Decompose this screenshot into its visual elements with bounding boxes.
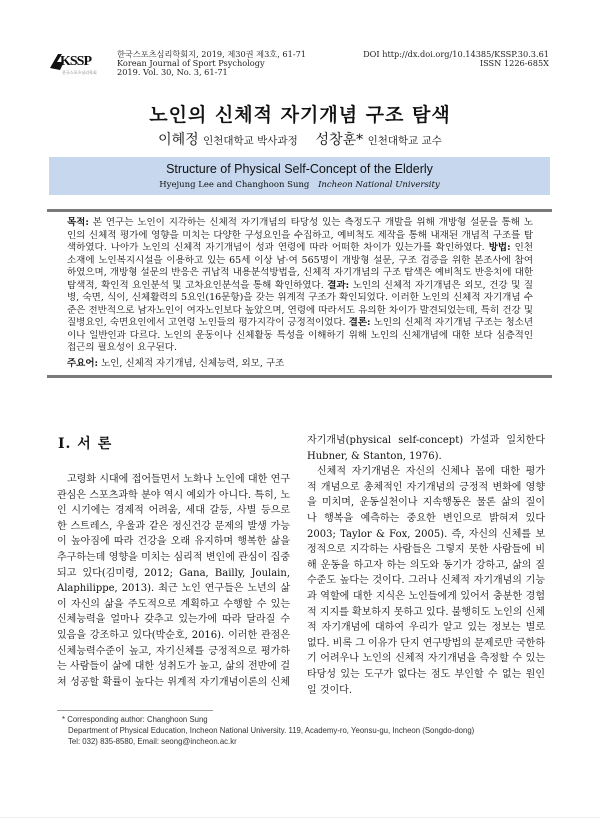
doi[interactable]: DOI http://dx.doi.org/10.14385/KSSP.30.3.61 [363,49,549,59]
abstract-top-rule [47,209,552,212]
text-segment: 색하였다. 나아가 노인의 신체적 자기개념이 성과 연령에 따라 어떠한 차이가 있는가를 확인하였다. [67,242,489,253]
text-line [57,503,290,519]
text-segment: 병, 숙면, 식이, 신체활력의 5요인(16문항)을 갖는 위계적 구조가 확인되었다. 이러한 노인의 신체적 자기개념 수 [67,292,533,303]
text-segment: 수준도 높다는 것이다. 그러나 신체적 자기개념의 기능 [307,575,545,587]
text-line [67,242,533,255]
text-segment: 적 자기개념에 대하여 우리가 알고 있는 정보는 별로 [307,622,545,634]
body-left-column [57,472,290,690]
text-line [67,280,533,293]
text-line [67,342,533,355]
footnote-line: Tel: 032) 835-8580, Email: seong@incheon.ac.kr [68,736,237,746]
text-line [67,305,533,318]
text-segment: 한 스트레스, 우울과 같은 정신건강 문제의 발생 가능 [57,520,290,532]
abstract-section-label: 목적: [67,217,89,228]
text-segment: 신체적 자기개념은 자신의 신체나 몸에 대한 평가 [317,466,545,478]
text-segment: 신체능력수준이 높고, 자기신체를 긍정적으로 평가하 [57,645,290,657]
text-segment: 고령화 시대에 접어들면서 노화나 노인에 대한 연구 [67,474,290,485]
keywords-label: 주요어: [67,358,99,369]
journal-line: Korean Journal of Sport Psychology [117,58,265,68]
text-line [57,550,290,566]
text-segment: 이나 일반인과 다르다. 노인의 운동이나 신체활동 특성을 이해하기 위해 노인의 신체개념에 대한 보다 심층적인 [67,329,533,341]
author-affiliation: 인천대학교 교수 [367,135,442,147]
doi-issn [363,50,549,68]
text-segment: 이 높아짐에 따라 건강을 오래 유지하며 행복한 삶을 [57,536,290,548]
text-line [67,292,533,305]
text-segment: 적 개념으로 총체적인 자기개념의 긍정적 변화에 영향 [307,481,545,493]
text-segment: 는 사람들이 삶에 대한 성취도가 높고, 삶의 전반에 걸 [57,661,290,673]
journal-line: 한국스포츠심리학회지, 2019, 제30권 제3호, 61-71 [117,49,307,59]
english-authors [49,180,550,190]
text-line [57,628,290,644]
text-line [67,330,533,343]
text-line [307,511,545,527]
abstract [67,217,533,355]
text-segment: 노인의 신체적 자기개념 구조는 청소년 [370,317,533,328]
text-segment: 접근의 필요성이 요구된다. [67,342,178,353]
text-segment: 하였으며, 개방형 설문의 반응은 귀납적 내용분석방법을, 신체적 자기개념의 구조 탐색은 예비척도 반응치에 대한 [67,267,533,278]
text-segment: 적 지지를 확보하지 못하고 있다. 불행히도 노인의 신체 [307,606,545,618]
text-line [307,651,545,667]
text-segment: 인의 신체적 평가에 영향을 미치는 다양한 구성요인을 수집하고, 예비척도 제작을 통해 내재된 개념적 구조를 탐 [67,229,533,241]
korean-authors [0,129,600,149]
text-segment: 일 것이다. [307,684,352,696]
text-segment: 쳐 성공할 확률이 높다는 위계적 자기개념이론의 신체 [57,676,290,688]
text-line [307,449,545,465]
text-segment: 되고 있다(김미령, 2012; Gana, Bailly, Joulain, [57,567,290,579]
text-line [307,495,545,511]
english-affiliation: Incheon National University [318,180,440,190]
text-line [67,317,533,330]
text-line [57,675,290,691]
text-segment: 인 시기에는 경제적 어려움, 세대 갈등, 사별 등으로 [57,505,290,517]
english-title-band [49,157,550,195]
abstract-bottom-rule [47,375,552,378]
english-title: Structure of Physical Self-Concept of the Elderly [166,162,433,176]
text-segment: 이 자신의 삶을 주도적으로 계획하고 수행할 수 있는 [57,598,290,610]
text-segment: 탐색적, 확인적 요인분석 및 고차요인분석을 통해 확인하였다. [67,279,328,291]
text-segment: 신체능력을 얼마나 갖추고 있는가에 따라 달라질 수 [57,614,290,626]
text-line [67,267,533,280]
text-line [307,636,545,652]
journal-line: 2019. Vol. 30, No. 3, 61-71 [117,67,228,77]
author-name: 이혜정 [158,132,199,148]
text-segment: 관심은 스포츠과학 분야 역시 예외가 아니다. 특히, 노 [57,489,290,501]
text-line [57,472,290,488]
text-segment: 과 역할에 대한 지식은 노인들에게 있어서 충분한 경험 [307,590,545,602]
text-line [57,597,290,613]
text-line [67,217,533,230]
text-line [307,542,545,558]
english-author-names: Hyejung Lee and Changhoon Sung [159,180,310,190]
text-segment: 준은 전반적으로 남자노인이 여자노인보다 높았으며, 연령에 따라서도 유의한 차이가 발견되었는데, 특히 건강 및 [67,304,533,316]
abstract-section-label: 결론: [348,317,371,328]
paper-title: 노인의 신체적 자기개념 구조 탐색 [149,104,451,126]
text-line [67,255,533,268]
author-name: 성창훈* [315,132,364,148]
text-segment: 나 행복을 예측하는 중요한 변인으로 밝혀져 있다 [307,512,545,524]
issn: ISSN 1226-685X [479,58,549,68]
svg-text:한국스포츠심리학회: 한국스포츠심리학회 [62,70,97,75]
footnote [62,715,474,747]
text-line [57,644,290,660]
text-line [57,581,290,597]
body-right-column [307,433,545,698]
text-line [307,667,545,683]
text-segment: 자기개념(physical self-concept) 가설과 일치한다 [307,435,545,446]
section-heading: Ⅰ. 서 론 [58,436,113,452]
text-segment: 타당성 있는 도구가 없다는 점도 부인할 수 없는 원인 [307,668,545,680]
text-line [307,464,545,480]
text-segment: 있음을 강조하고 있다(박순호, 2016). 이러한 관점은 [57,629,290,641]
text-line [57,659,290,675]
svg-text:KSSP: KSSP [60,54,92,69]
text-line [307,558,545,574]
text-line [57,534,290,550]
page-edge [0,817,600,818]
text-segment: 해 운동을 하고자 하는 의도와 동기가 강하고, 삶의 질 [307,559,545,571]
text-line [307,605,545,621]
text-segment: Hubner, & Stanton, 1976). [307,450,442,462]
text-line [307,433,545,449]
text-segment: 노인의 신체적 자기개념은 외모, 건강 및 질 [349,279,533,291]
footnote-line: * Corresponding author: Changhoon Sung [62,715,208,724]
text-line [57,488,290,504]
text-segment: 소재에 노인복지시설을 이용하고 있는 65세 이상 남·여 565명이 개방형 설문, 구조 검증을 위한 본조사에 참여 [67,254,533,266]
kssp-logo-icon [48,48,104,76]
text-line [307,589,545,605]
text-segment: 추구하는데 영향을 미치는 심리적 변인에 관심이 집중 [57,551,290,563]
text-line [57,566,290,582]
journal-citation [117,50,306,77]
text-line [307,683,545,699]
text-segment: 기 어려우나 노인의 신체적 자기개념을 측정할 수 있는 [307,653,545,665]
text-line [307,527,545,543]
text-segment: 없다. 비록 그 이유가 단지 연구방법의 문제로만 국한하 [307,637,545,649]
text-line [67,230,533,243]
text-line [307,480,545,496]
text-segment: 정적으로 지각하는 사람들은 그렇지 못한 사람들에 비 [307,544,545,556]
abstract-section-label: 결과: [327,279,350,291]
keywords [67,355,284,369]
text-segment: 본 연구는 노인이 지각하는 신체적 자기개념의 타당성 있는 측정도구 개발을 위해 개방형 설문을 통해 노 [88,217,533,228]
text-segment: 을 미치며, 운동실천이나 지속행동은 물론 삶의 질이 [307,497,545,509]
text-line [57,519,290,535]
footnote-line: Department of Physical Education, Incheon National University. 119, Academy-ro, Yeonsu-gu, Incheon (Songdo-dong) [68,725,475,735]
text-line [307,573,545,589]
journal-logo [48,48,104,76]
text-segment: Alaphilippe, 2013). 최근 노인 연구들은 노년의 삶 [57,583,290,595]
author-affiliation: 인천대학교 박사과정 [203,135,298,147]
abstract-section-label: 방법: [488,242,511,253]
text-segment: 질병요인, 숙면요인에서 고연령 노인들의 평가지각이 긍정적이었다. [67,317,349,328]
text-line [57,612,290,628]
text-segment: 2003; Taylor & Fox, 2005). 즉, 자신의 신체를 보 [307,528,545,540]
text-segment: 인천 [510,242,533,253]
footnote-rule [57,710,213,711]
text-line [307,620,545,636]
keywords-text: 노인, 신체적 자기개념, 신체능력, 외모, 구조 [98,358,285,369]
